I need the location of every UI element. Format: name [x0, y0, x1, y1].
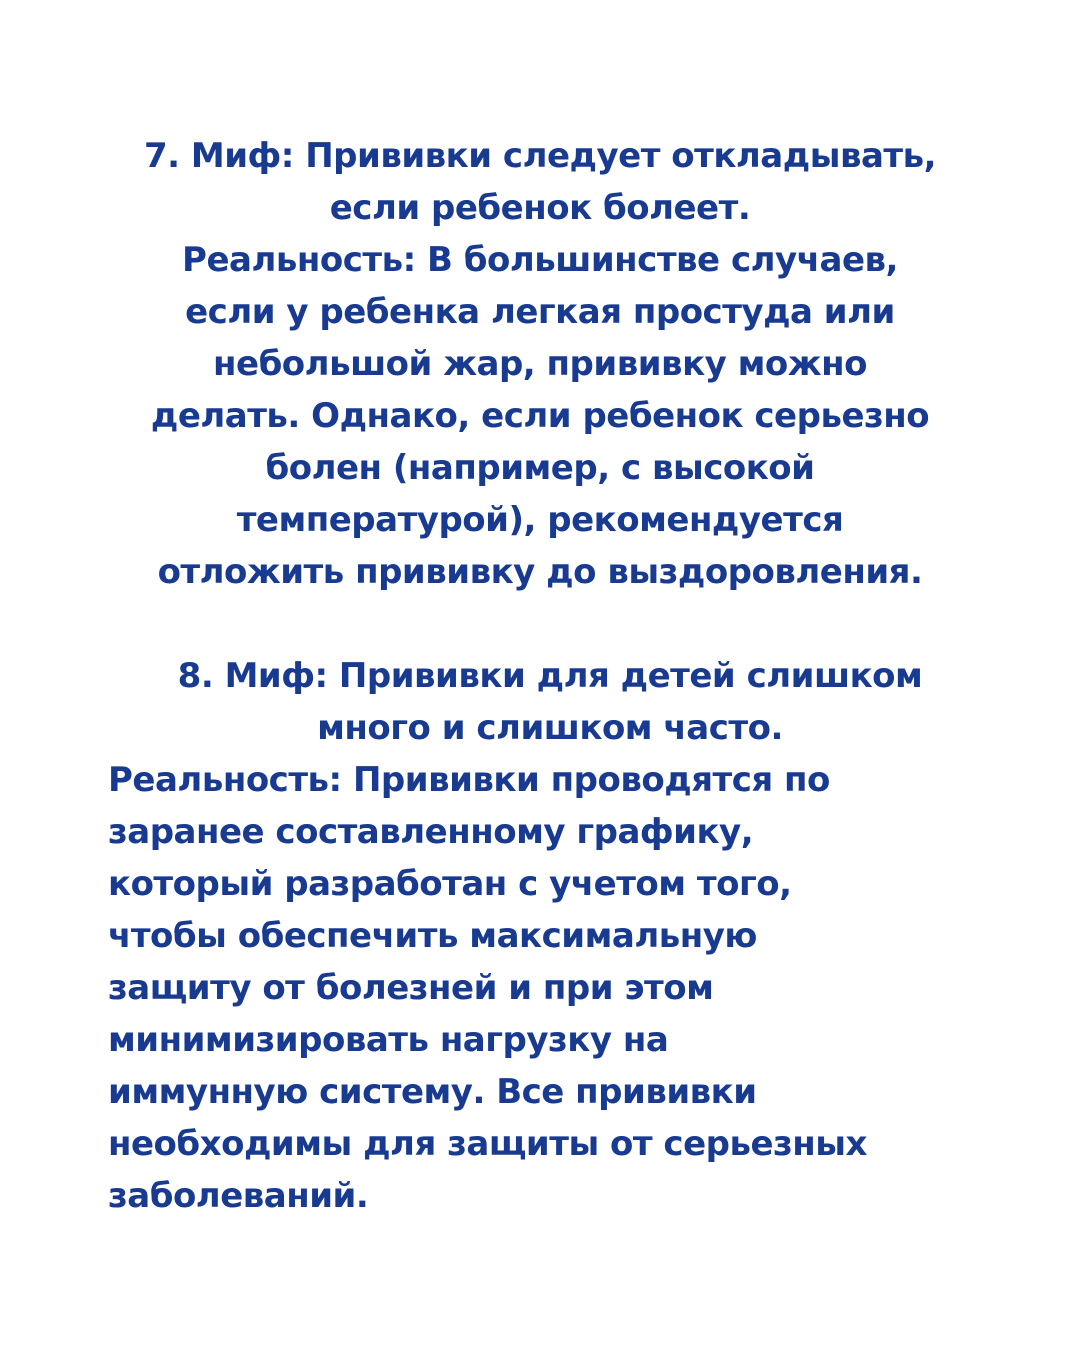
myth-7-line: делать. Однако, если ребенок серьезно: [150, 396, 930, 436]
myth-7-line: если у ребенка легкая простуда или: [185, 292, 895, 332]
myth-8-body-line: необходимы для защиты от серьезных: [108, 1124, 867, 1164]
myth-8-body-line: чтобы обеспечить максимальную: [108, 916, 757, 956]
myth-7-line: болен (например, с высокой: [265, 448, 815, 488]
myth-8-body-line: заболеваний.: [108, 1176, 369, 1216]
myth-8-body-line: защиту от болезней и при этом: [108, 968, 714, 1008]
myth-8-body-line: иммунную систему. Все прививки: [108, 1072, 757, 1112]
myth-8-title-block: [90, 650, 1010, 754]
myth-7-line: 7. Миф: Прививки следует откладывать,: [143, 136, 937, 176]
myth-8-body-line: минимизировать нагрузку на: [108, 1020, 669, 1060]
myth-7-line: если ребенок болеет.: [329, 188, 751, 228]
myth-8-body-block: [108, 754, 1008, 1222]
myth-8-body-line: заранее составленному графику,: [108, 812, 754, 852]
myth-8-body-line: который разработан с учетом того,: [108, 864, 792, 904]
myth-8-body-line: Реальность: Прививки проводятся по: [108, 760, 830, 800]
myth-7-line: температурой), рекомендуется: [236, 500, 844, 540]
myth-8-title-line: 8. Миф: Прививки для детей слишком: [177, 656, 923, 696]
myth-7-line: отложить прививку до выздоровления.: [157, 552, 923, 592]
myth-7-line: Реальность: В большинстве случаев,: [182, 240, 898, 280]
myth-8-title-line: много и слишком часто.: [317, 708, 783, 748]
myth-7-line: небольшой жар, прививку можно: [213, 344, 867, 384]
myth-7-text-block: [90, 130, 990, 598]
